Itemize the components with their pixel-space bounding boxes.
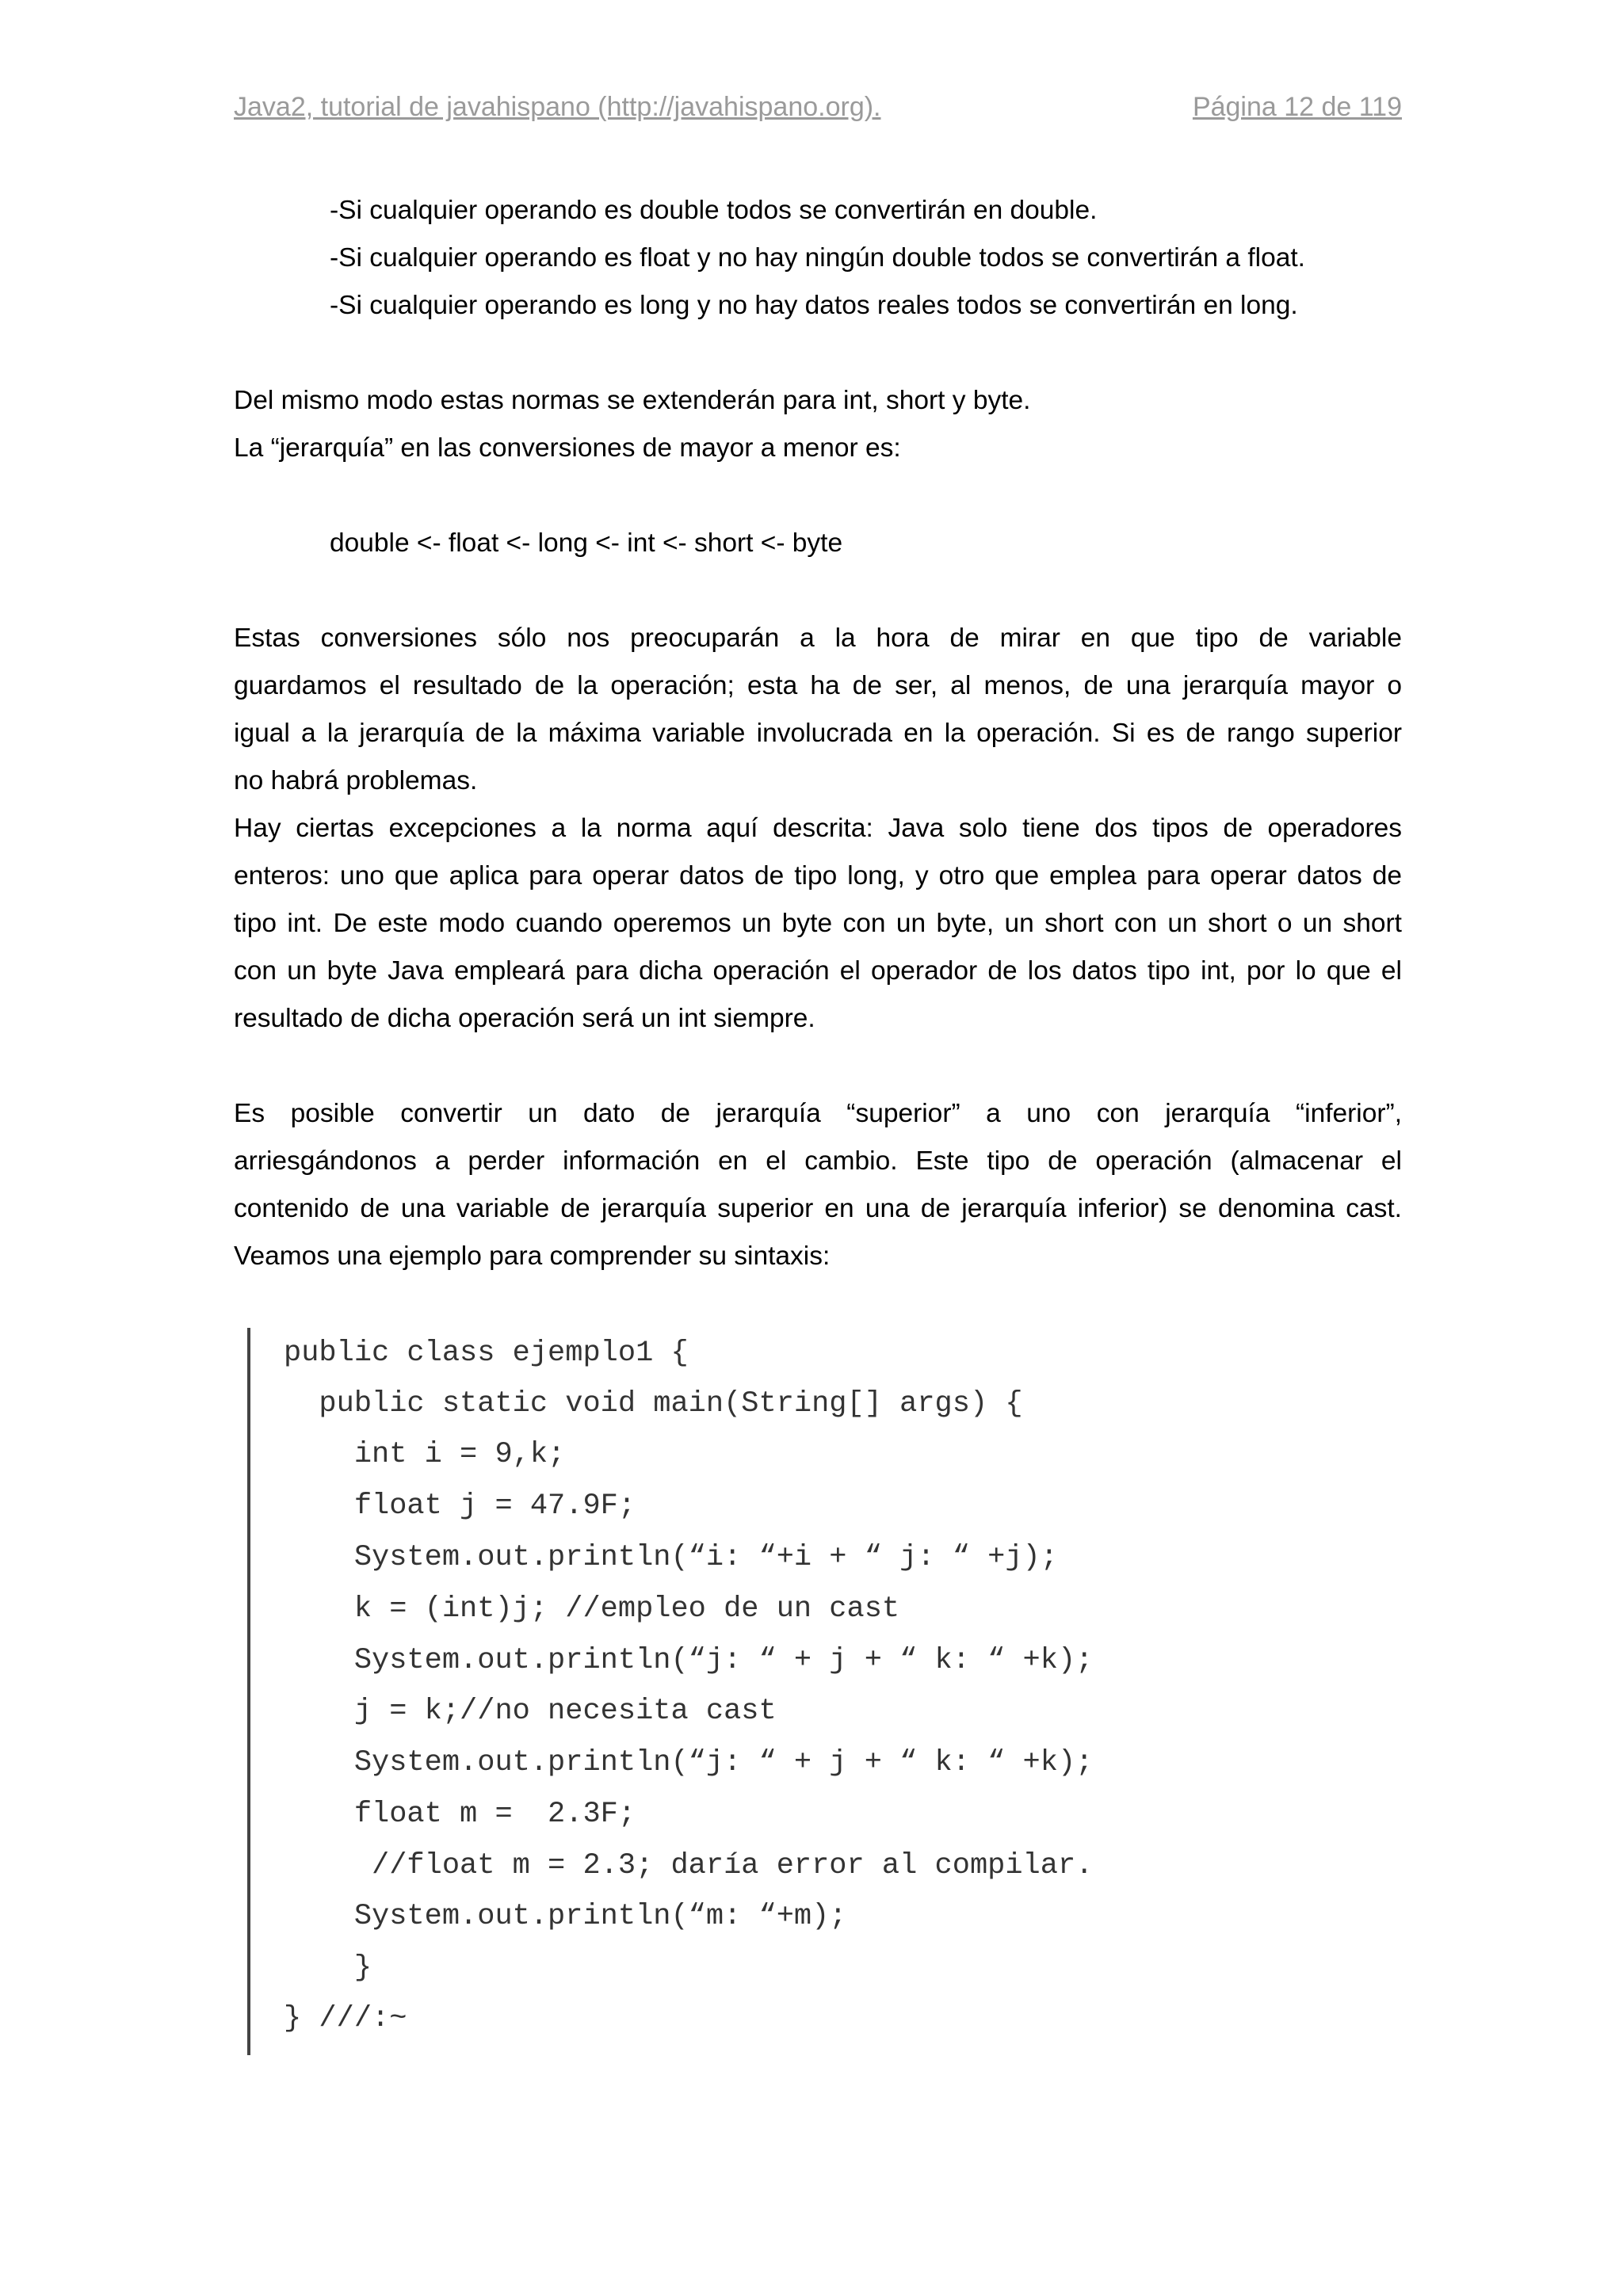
code-line: } <box>284 1951 372 1985</box>
code-line: public class ejemplo1 { <box>284 1337 689 1370</box>
code-line: j = k;//no necesita cast <box>284 1695 777 1728</box>
code-line: float m = 2.3F; <box>284 1798 636 1831</box>
paragraph-line: con un byte Java empleará para dicha operación el operador de los datos tipo int, por lo que el <box>234 956 1402 986</box>
code-line: //float m = 2.3; daría error al compilar. <box>284 1849 1094 1882</box>
code-line: } ///:~ <box>284 2002 407 2035</box>
code-line: System.out.println(“i: “+i + “ j: “ +j); <box>284 1541 1058 1574</box>
page-number: Página 12 de 119 <box>1192 92 1402 122</box>
page-header <box>234 92 1402 139</box>
code-line: System.out.println(“j: “ + j + “ k: “ +k); <box>284 1746 1094 1779</box>
code-line: System.out.println(“j: “ + j + “ k: “ +k); <box>284 1644 1094 1677</box>
paragraph-cast <box>234 1090 1402 1280</box>
paragraph-line: resultado de dicha operación será un int siempre. <box>234 1004 815 1033</box>
paragraph-conversions <box>234 615 1402 1043</box>
code-line: float j = 47.9F; <box>284 1489 636 1523</box>
paragraph-line: igual a la jerarquía de la máxima variable involucrada en la operación. Si es de rango superior <box>234 719 1402 748</box>
paragraph-line: guardamos el resultado de la operación; esta ha de ser, al menos, de una jerarquía mayor o <box>234 671 1402 700</box>
code-line: k = (int)j; //empleo de un cast <box>284 1592 900 1626</box>
paragraph-line: Es posible convertir un dato de jerarquía “superior” a uno con jerarquía “inferior”, <box>234 1099 1402 1128</box>
conversion-hierarchy: double <- float <- long <- int <- short <- byte <box>330 528 843 558</box>
paragraph-line: Hay ciertas excepciones a la norma aquí descrita: Java solo tiene dos tipos de operadores <box>234 814 1402 843</box>
header-title-link[interactable]: Java2, tutorial de javahispano (http://javahispano.org). <box>234 92 881 122</box>
intro-line: La “jerarquía” en las conversiones de mayor a menor es: <box>234 433 901 463</box>
code-line: public static void main(String[] args) { <box>284 1387 1023 1421</box>
intro-line: Del mismo modo estas normas se extenderán para int, short y byte. <box>234 386 1031 415</box>
rule-long: -Si cualquier operando es long y no hay datos reales todos se convertirán en long. <box>330 291 1298 320</box>
paragraph-line: Veamos una ejemplo para comprender su sintaxis: <box>234 1241 831 1271</box>
paragraph-line: enteros: uno que aplica para operar datos de tipo long, y otro que emplea para operar datos de <box>234 861 1402 891</box>
paragraph-line: Estas conversiones sólo nos preocuparán a la hora de mirar en que tipo de variable <box>234 624 1402 653</box>
paragraph-line: contenido de una variable de jerarquía superior en una de jerarquía inferior) se denomina cast. <box>234 1194 1402 1223</box>
code-example <box>247 1328 1360 2055</box>
rule-float: -Si cualquier operando es float y no hay ningún double todos se convertirán a float. <box>330 243 1305 273</box>
rule-double: -Si cualquier operando es double todos se convertirán en double. <box>330 196 1098 225</box>
code-line: System.out.println(“m: “+m); <box>284 1900 847 1933</box>
paragraph-line: no habrá problemas. <box>234 766 478 795</box>
paragraph-line: arriesgándonos a perder información en el cambio. Este tipo de operación (almacenar el <box>234 1146 1402 1176</box>
code-line: int i = 9,k; <box>284 1438 566 1471</box>
paragraph-line: tipo int. De este modo cuando operemos un byte con un byte, un short con un short o un short <box>234 909 1402 938</box>
